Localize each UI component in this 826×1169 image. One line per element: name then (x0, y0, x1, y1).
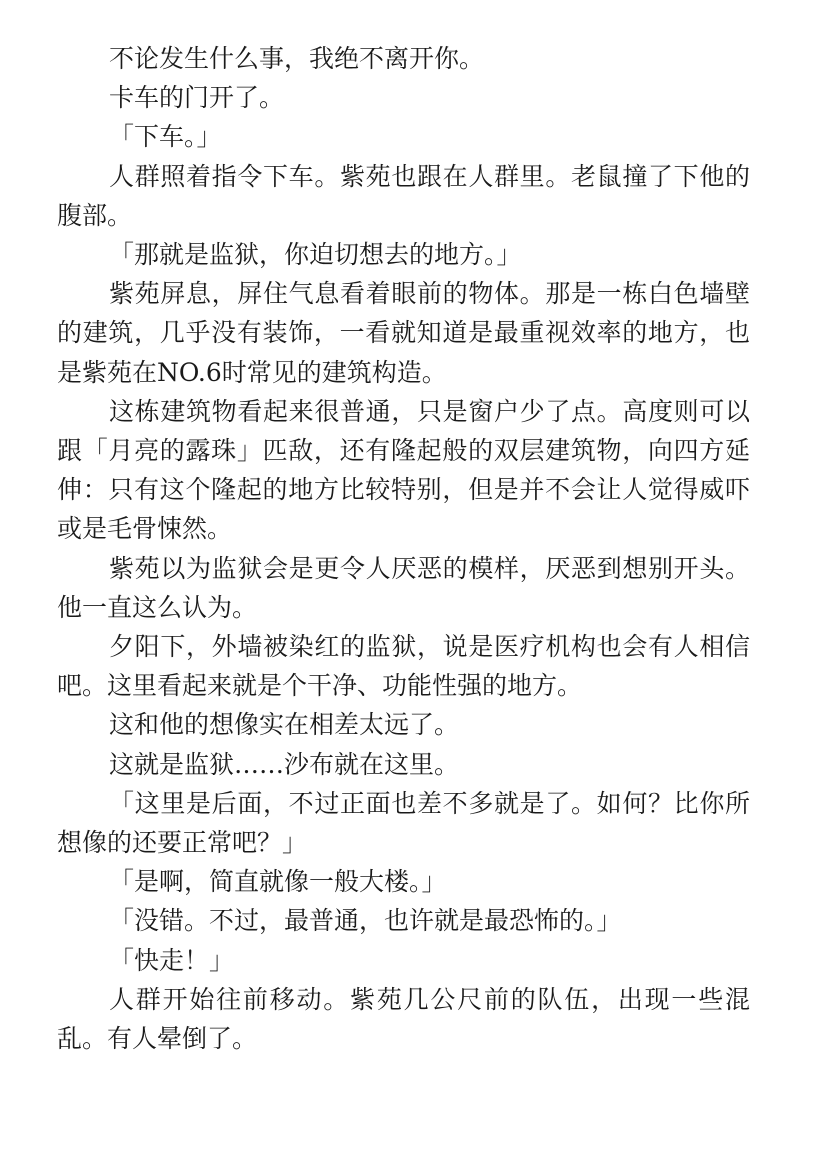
paragraph: 「没错。不过，最普通，也许就是最恐怖的。」 (109, 906, 622, 936)
paragraph: 紫苑屏息，屏住气息看着眼前的物体。那是一栋白色墙壁的建筑，几乎没有装饰，一看就知道是最重视效率的地方，也是紫苑在NO.6时常见的建筑构造。 (57, 279, 750, 387)
paragraph: 「下车。」 (109, 122, 222, 152)
paragraph: 人群照着指令下车。紫苑也跟在人群里。老鼠撞了下他的腹部。 (57, 161, 750, 230)
paragraph: 夕阳下，外墙被染红的监狱，说是医疗机构也会有人相信吧。这里看起来就是个干净、功能性强的地方。 (57, 632, 750, 701)
paragraph: 人群开始往前移动。紫苑几公尺前的队伍，出现一些混乱。有人晕倒了。 (57, 984, 750, 1054)
paragraph: 「那就是监狱，你迫切想去的地方。」 (109, 240, 522, 270)
paragraph: 这和他的想像实在相差太远了。 (109, 710, 460, 740)
paragraph: 「快走！」 (109, 945, 235, 975)
paragraph: 这栋建筑物看起来很普通，只是窗户少了点。高度则可以跟「月亮的露珠」匹敌，还有隆起般的双层建筑物，向四方延伸：只有这个隆起的地方比较特别，但是并不会让人觉得威吓或是毛骨悚然。 (57, 396, 750, 544)
paragraph: 这就是监狱……沙布就在这里。 (109, 749, 460, 779)
paragraph: 「是啊，简直就像一般大楼。」 (109, 867, 447, 897)
paragraph: 卡车的门开了。 (109, 83, 285, 113)
paragraph: 不论发生什么事，我绝不离开你。 (109, 44, 485, 73)
paragraph: 紫苑以为监狱会是更令人厌恶的模样，厌恶到想别开头。他一直这么认为。 (57, 553, 750, 622)
document-page (57, 39, 750, 1058)
paragraph: 「这里是后面，不过正面也差不多就是了。如何？比你所想像的还要正常吧？」 (57, 788, 750, 858)
